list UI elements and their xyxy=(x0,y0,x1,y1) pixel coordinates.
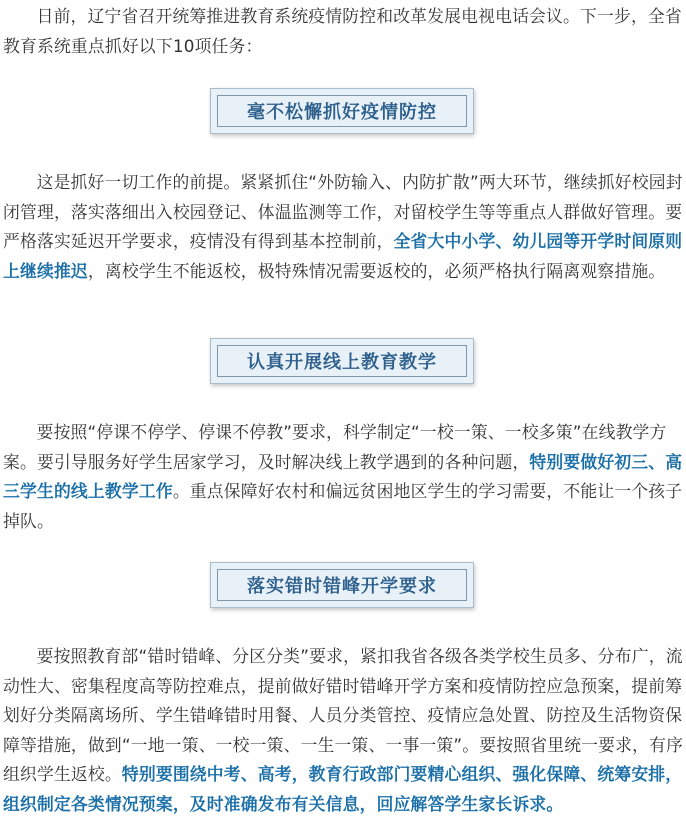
section-paragraph-epidemic-control xyxy=(3,168,684,286)
section-paragraph-online-teaching xyxy=(3,418,684,536)
section-heading-epidemic-control xyxy=(210,88,474,134)
paragraph-text: 。重点保障好农村和偏远贫困地区学生的学习需要，不能让一个孩子掉队。 xyxy=(3,481,683,531)
section-heading-staggered-return xyxy=(210,562,474,608)
section-heading-text: 认真开展线上教育教学 xyxy=(247,352,437,373)
section-paragraph-staggered-return xyxy=(3,642,684,819)
paragraph-text: 要按照教育部“错时错峰、分区分类”要求，紧扣我省各级各类学校生员多、分布广，流动性大、密集程度高等防控难点，提前做好错时错峰开学方案和疫情防控应急预案，提前筹划好分类隔离场所、学生错峰错时用餐、人员分类管控、疫情应急处置、防控及生活物资保障等措施，做到“一地一策、一校一策、一生一策、一事一策”。要按照省里统一要求，有序组织学生返校。 xyxy=(3,646,684,784)
intro-text: 日前，辽宁省召开统筹推进教育系统疫情防控和改革发展电视电话会议。下一步，全省教育系统重点抓好以下10项任务： xyxy=(3,6,682,56)
heading-frame xyxy=(217,95,467,127)
heading-frame xyxy=(217,345,467,377)
paragraph-highlight: 特别要做好初三、高三学生的线上教学工作 xyxy=(3,451,683,501)
heading-frame xyxy=(217,569,467,601)
section-heading-text: 落实错时错峰开学要求 xyxy=(247,576,437,597)
paragraph-text: 这是抓好一切工作的前提。紧紧抓住“外防输入、内防扩散”两大环节，继续抓好校园封闭管理，落实落细出入校园登记、体温监测等工作，对留校学生等等重点人群做好管理。要严格落实延迟开学要求，疫情没有得到基本控制前， xyxy=(3,172,683,251)
section-heading-text: 毫不松懈抓好疫情防控 xyxy=(247,102,437,123)
paragraph-text: ，离校学生不能返校，极特殊情况需要返校的，必须严格执行隔离观察措施。 xyxy=(87,260,666,281)
intro-paragraph xyxy=(3,2,684,61)
paragraph-highlight: 特别要围绕中考、高考，教育行政部门要精心组织、强化保障、统筹安排，组织制定各类情况预案，及时准确发布有关信息，回应解答学生家长诉求。 xyxy=(3,764,683,814)
section-heading-online-teaching xyxy=(210,338,474,384)
paragraph-highlight: 全省大中小学、幼儿园等开学时间原则上继续推迟 xyxy=(3,231,683,281)
paragraph-text: 要按照“停课不停学、停课不停教”要求，科学制定“一校一策、一校多策”在线教学方案。要引导服务好学生居家学习，及时解决线上教学遇到的各种问题， xyxy=(3,422,667,472)
